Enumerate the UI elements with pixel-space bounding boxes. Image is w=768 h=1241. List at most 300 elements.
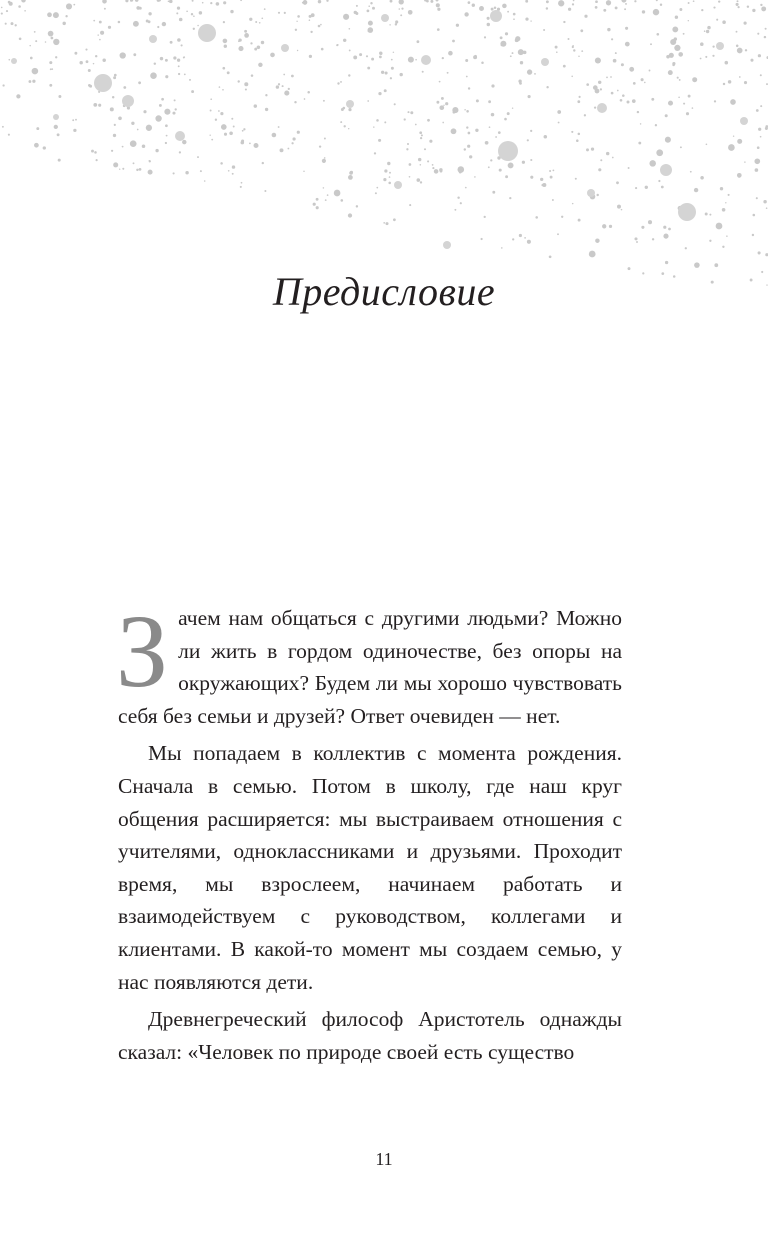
speckle-dot bbox=[341, 199, 344, 202]
speckle-dot bbox=[700, 42, 704, 46]
speckle-dot bbox=[30, 57, 33, 60]
speckle-dot bbox=[758, 251, 761, 254]
speckle-dot bbox=[737, 48, 743, 54]
speckle-dot bbox=[606, 152, 609, 155]
speckle-dot bbox=[491, 113, 495, 117]
speckle-dot bbox=[512, 238, 514, 240]
speckle-dot bbox=[518, 49, 524, 55]
speckle-dot bbox=[652, 238, 654, 240]
speckle-dot bbox=[546, 86, 548, 88]
page-title: Предисловие bbox=[272, 269, 496, 314]
speckle-dot bbox=[504, 118, 507, 121]
speckle-dot bbox=[421, 134, 423, 136]
speckle-dot bbox=[348, 213, 352, 217]
speckle-dot bbox=[744, 22, 747, 25]
speckle-dot bbox=[563, 65, 566, 68]
speckle-dot bbox=[474, 55, 477, 58]
speckle-dot bbox=[512, 107, 513, 108]
speckle-dot bbox=[53, 12, 59, 18]
speckle-dot bbox=[675, 16, 678, 19]
speckle-dot bbox=[753, 214, 756, 217]
speckle-dot bbox=[278, 126, 280, 128]
speckle-dot bbox=[54, 125, 58, 129]
speckle-dot bbox=[466, 126, 468, 128]
speckle-dot bbox=[320, 24, 322, 26]
speckle-dot bbox=[579, 96, 581, 98]
speckle-dot bbox=[754, 158, 760, 164]
speckle-dot bbox=[491, 8, 494, 11]
speckle-dot bbox=[677, 77, 679, 79]
speckle-dot bbox=[600, 88, 602, 90]
speckle-dot bbox=[501, 247, 503, 249]
speckle-dot bbox=[309, 19, 311, 21]
speckle-dot bbox=[409, 163, 412, 166]
speckle-dot bbox=[523, 51, 527, 55]
speckle-dot bbox=[611, 92, 614, 95]
speckle-dot bbox=[244, 82, 248, 86]
speckle-dot bbox=[567, 38, 569, 40]
speckle-dot bbox=[381, 71, 384, 74]
speckle-dot bbox=[420, 164, 422, 166]
speckle-dot bbox=[287, 148, 289, 150]
speckle-dot bbox=[102, 59, 105, 62]
speckle-dot bbox=[374, 152, 376, 154]
speckle-dot bbox=[688, 95, 691, 98]
speckle-dot bbox=[641, 78, 644, 81]
speckle-dot bbox=[476, 99, 479, 102]
speckle-dot bbox=[595, 0, 598, 3]
speckle-dot bbox=[209, 134, 210, 135]
speckle-dot bbox=[100, 31, 104, 35]
speckle-dot bbox=[728, 194, 730, 196]
speckle-dot bbox=[261, 17, 263, 19]
speckle-dot bbox=[688, 2, 690, 4]
speckle-dot bbox=[97, 34, 98, 35]
speckle-dot bbox=[88, 84, 91, 87]
speckle-dot bbox=[621, 63, 624, 66]
speckle-dot bbox=[596, 194, 598, 196]
speckle-dot bbox=[540, 178, 543, 181]
speckle-dot bbox=[372, 7, 375, 10]
speckle-dot bbox=[259, 22, 261, 24]
speckle-dot bbox=[606, 77, 608, 79]
speckle-dot bbox=[325, 199, 327, 201]
speckle-dot bbox=[441, 97, 444, 100]
speckle-dot bbox=[94, 151, 97, 154]
speckle-dot bbox=[578, 55, 580, 57]
speckle-dot bbox=[373, 126, 374, 127]
speckle-dot bbox=[75, 119, 77, 121]
speckle-dot bbox=[432, 167, 434, 169]
speckle-dot bbox=[716, 223, 723, 230]
speckle-dot bbox=[489, 126, 491, 128]
speckle-dot bbox=[113, 134, 116, 137]
speckle-dot bbox=[665, 137, 671, 143]
speckle-dot bbox=[309, 15, 312, 18]
speckle-dot bbox=[442, 57, 444, 59]
speckle-dot bbox=[240, 186, 242, 188]
speckle-dot bbox=[468, 132, 471, 135]
speckle-dot bbox=[284, 12, 286, 14]
speckle-dot bbox=[484, 216, 486, 218]
speckle-dot bbox=[32, 80, 35, 83]
speckle-dot bbox=[189, 79, 191, 81]
speckle-dot bbox=[491, 84, 494, 87]
speckle-dot bbox=[644, 82, 646, 84]
speckle-dot bbox=[53, 39, 59, 45]
speckle-dot bbox=[760, 136, 762, 138]
speckle-dot bbox=[66, 3, 72, 9]
speckle-dot bbox=[288, 88, 290, 90]
speckle-dot bbox=[637, 111, 639, 113]
speckle-dot bbox=[113, 76, 116, 79]
speckle-dot bbox=[149, 160, 150, 161]
speckle-dot bbox=[398, 8, 400, 10]
speckle-dot bbox=[49, 84, 52, 87]
speckle-dot bbox=[303, 170, 305, 172]
speckle-dot bbox=[8, 134, 10, 136]
speckle-dot bbox=[410, 111, 413, 114]
speckle-dot bbox=[384, 169, 387, 172]
speckle-dot bbox=[91, 150, 94, 153]
speckle-dot bbox=[327, 194, 329, 196]
speckle-dot bbox=[240, 0, 242, 1]
speckle-dot bbox=[238, 80, 240, 82]
speckle-dot bbox=[376, 187, 378, 189]
speckle-dot bbox=[371, 58, 374, 61]
speckle-dot bbox=[122, 146, 124, 148]
speckle-dot bbox=[679, 8, 682, 11]
speckle-dot bbox=[756, 109, 759, 112]
speckle-dot bbox=[164, 109, 170, 115]
speckle-dot bbox=[249, 18, 252, 21]
speckle-dot bbox=[432, 164, 434, 166]
speckle-dot bbox=[400, 73, 403, 76]
speckle-dot bbox=[24, 10, 26, 12]
speckle-dot bbox=[581, 50, 583, 52]
speckle-dot bbox=[481, 238, 483, 240]
speckle-dot bbox=[130, 140, 137, 147]
speckle-dot bbox=[65, 15, 67, 17]
speckle-dot bbox=[122, 168, 124, 170]
speckle-dot bbox=[155, 149, 158, 152]
speckle-dot bbox=[348, 108, 351, 111]
speckle-dot bbox=[527, 240, 531, 244]
speckle-dot bbox=[112, 96, 114, 98]
speckle-dot bbox=[155, 115, 161, 121]
speckle-dot bbox=[524, 237, 526, 239]
speckle-dot bbox=[178, 65, 180, 67]
speckle-dot bbox=[383, 222, 385, 224]
speckle-dot bbox=[484, 36, 486, 38]
speckle-dot bbox=[184, 73, 186, 75]
speckle-dot bbox=[160, 57, 163, 60]
speckle-dot bbox=[265, 94, 267, 96]
speckle-dot bbox=[232, 173, 234, 175]
speckle-dot bbox=[150, 72, 157, 79]
speckle-dot bbox=[408, 10, 413, 15]
speckle-dot bbox=[758, 54, 761, 57]
speckle-dot bbox=[165, 59, 168, 62]
speckle-dot bbox=[440, 170, 443, 173]
speckle-dot bbox=[669, 53, 674, 58]
speckle-dot bbox=[578, 219, 581, 222]
speckle-dot bbox=[633, 82, 636, 85]
speckle-dot bbox=[378, 92, 381, 95]
speckle-dot bbox=[525, 0, 528, 3]
speckle-dot bbox=[485, 141, 489, 145]
speckle-dot bbox=[510, 55, 512, 57]
speckle-dot bbox=[755, 168, 759, 172]
speckle-dot bbox=[530, 20, 531, 21]
speckle-dot bbox=[6, 10, 8, 12]
speckle-dot bbox=[349, 28, 351, 30]
speckle-dot bbox=[379, 52, 382, 55]
speckle-dot bbox=[634, 0, 636, 2]
speckle-dot bbox=[133, 162, 135, 164]
speckle-dot bbox=[738, 6, 740, 8]
speckle-dot bbox=[615, 6, 618, 9]
speckle-dot bbox=[500, 36, 503, 39]
speckle-dot bbox=[297, 50, 298, 51]
speckle-dot bbox=[670, 39, 676, 45]
speckle-dot bbox=[728, 80, 731, 83]
speckle-dot bbox=[179, 18, 183, 22]
speckle-dot bbox=[307, 91, 310, 94]
speckle-dot bbox=[758, 128, 761, 131]
speckle-dot bbox=[627, 101, 630, 104]
speckle-dot bbox=[578, 133, 581, 136]
speckle-dot bbox=[602, 224, 606, 228]
speckle-dot bbox=[720, 187, 723, 190]
speckle-dot bbox=[389, 172, 391, 174]
speckle-dot bbox=[34, 31, 36, 33]
speckle-dot bbox=[418, 158, 421, 161]
speckle-dot bbox=[492, 191, 495, 194]
speckle-dot bbox=[439, 81, 441, 83]
speckle-dot bbox=[487, 23, 490, 26]
speckle-dot bbox=[541, 184, 543, 186]
speckle-dot bbox=[88, 69, 91, 72]
speckle-dot bbox=[219, 86, 221, 88]
speckle-dot bbox=[57, 133, 60, 136]
speckle-dot bbox=[278, 12, 280, 14]
speckle-dot bbox=[549, 170, 551, 172]
speckle-dot bbox=[389, 176, 391, 178]
speckle-dot bbox=[49, 61, 52, 64]
speckle-dot bbox=[55, 56, 57, 58]
speckle-dot bbox=[348, 74, 350, 76]
speckle-dot bbox=[613, 59, 617, 63]
speckle-dot bbox=[611, 38, 613, 40]
speckle-dot bbox=[334, 190, 341, 197]
speckle-dot bbox=[756, 197, 758, 199]
speckle-dot bbox=[148, 12, 151, 15]
speckle-dot bbox=[436, 0, 439, 1]
speckle-dot bbox=[297, 131, 300, 134]
speckle-dot bbox=[610, 76, 612, 78]
speckle-dot bbox=[621, 0, 626, 3]
speckle-dot bbox=[488, 100, 491, 103]
speckle-dot bbox=[530, 159, 532, 161]
speckle-dot bbox=[176, 12, 178, 14]
speckle-dot bbox=[571, 131, 573, 133]
speckle-dot bbox=[584, 114, 586, 116]
speckle-dot bbox=[607, 28, 610, 31]
speckle-dot bbox=[656, 149, 663, 156]
speckle-dot bbox=[442, 122, 444, 124]
speckle-dot bbox=[309, 55, 312, 58]
speckle-dot bbox=[500, 41, 506, 47]
speckle-dot bbox=[321, 48, 324, 51]
speckle-dot bbox=[650, 43, 652, 45]
speckle-dot bbox=[407, 111, 409, 113]
speckle-dot bbox=[318, 0, 321, 3]
speckle-dot bbox=[326, 0, 328, 2]
speckle-dot bbox=[293, 137, 296, 140]
speckle-dot bbox=[340, 121, 342, 123]
speckle-dot bbox=[508, 162, 514, 168]
page-number: 11 bbox=[375, 1149, 393, 1169]
speckle-dot bbox=[394, 103, 396, 105]
speckle-dot bbox=[210, 2, 212, 4]
speckle-dot bbox=[177, 59, 180, 62]
speckle-dot bbox=[242, 130, 244, 132]
speckle-dot bbox=[458, 166, 465, 173]
speckle-dot bbox=[700, 58, 702, 60]
speckle-dot bbox=[378, 139, 381, 142]
speckle-dot bbox=[594, 106, 596, 108]
speckle-dot bbox=[278, 83, 280, 85]
speckle-dot bbox=[737, 0, 739, 2]
speckle-dot bbox=[714, 263, 718, 267]
speckle-dot bbox=[244, 33, 249, 38]
speckle-dot bbox=[725, 202, 726, 203]
speckle-dot bbox=[303, 1, 306, 4]
speckle-dot bbox=[262, 162, 264, 164]
speckle-dot bbox=[712, 45, 714, 47]
speckle-dot bbox=[191, 90, 194, 93]
speckle-dot bbox=[617, 90, 619, 92]
speckle-dot bbox=[197, 156, 199, 158]
speckle-dot bbox=[522, 161, 525, 164]
speckle-dot bbox=[368, 27, 374, 33]
speckle-dot bbox=[415, 59, 417, 61]
speckle-dot bbox=[409, 204, 411, 206]
speckle-dot bbox=[389, 24, 390, 25]
speckle-dot bbox=[108, 26, 111, 29]
speckle-dot bbox=[137, 129, 139, 131]
speckle-dot bbox=[313, 203, 316, 206]
speckle-dot bbox=[634, 237, 637, 240]
speckle-dot bbox=[513, 18, 515, 20]
speckle-dot bbox=[50, 68, 52, 70]
speckle-dot bbox=[625, 42, 630, 47]
speckle-dot bbox=[9, 2, 13, 6]
speckle-dot bbox=[1, 7, 3, 9]
speckle-dot bbox=[118, 21, 121, 24]
speckle-dot bbox=[436, 101, 439, 104]
speckle-dot bbox=[427, 160, 429, 162]
speckle-dot bbox=[512, 52, 514, 54]
speckle-dot bbox=[324, 157, 326, 159]
speckle-dot bbox=[546, 0, 549, 3]
speckle-dot bbox=[238, 46, 243, 51]
speckle-dot bbox=[270, 53, 275, 58]
speckle-dot bbox=[656, 0, 658, 1]
speckle-dot bbox=[356, 5, 358, 7]
speckle-dot bbox=[572, 203, 573, 204]
speckle-dot bbox=[454, 209, 456, 211]
speckle-dot bbox=[648, 220, 652, 224]
speckle-dot bbox=[376, 119, 379, 122]
speckle-dot bbox=[395, 20, 398, 23]
speckle-dot bbox=[114, 74, 117, 77]
speckle-dot bbox=[563, 21, 565, 23]
speckle-dot bbox=[322, 159, 326, 163]
speckle-dot bbox=[173, 172, 175, 174]
speckle-dot bbox=[120, 52, 126, 58]
speckle-dot bbox=[258, 63, 262, 67]
speckle-dot bbox=[451, 128, 457, 134]
speckle-dot bbox=[350, 171, 353, 174]
speckle-dot bbox=[282, 85, 284, 87]
speckle-dot bbox=[515, 36, 520, 41]
speckle-dot bbox=[706, 143, 708, 145]
speckle-dot bbox=[752, 234, 754, 236]
speckle-dot bbox=[674, 45, 680, 51]
speckle-dot bbox=[625, 27, 628, 30]
speckle-dot bbox=[409, 176, 411, 178]
speckle-dot bbox=[469, 155, 472, 158]
speckle-dot bbox=[424, 148, 426, 150]
speckle-dot bbox=[387, 162, 390, 165]
speckle-dot bbox=[133, 21, 139, 27]
speckle-dot bbox=[546, 7, 548, 9]
speckle-dot bbox=[665, 114, 668, 117]
speckle-dot bbox=[694, 188, 698, 192]
speckle-dot bbox=[760, 4, 762, 6]
speckle-dot bbox=[319, 145, 321, 147]
speckle-dot bbox=[34, 143, 39, 148]
speckle-dot bbox=[766, 207, 768, 209]
speckle-dot bbox=[692, 107, 694, 109]
speckle-dot bbox=[668, 101, 673, 106]
speckle-dot bbox=[505, 175, 508, 178]
speckle-dot bbox=[490, 159, 492, 161]
speckle-dot bbox=[349, 49, 351, 51]
speckle-dot bbox=[472, 4, 475, 7]
speckle-dot bbox=[744, 81, 747, 84]
speckle-dot bbox=[434, 169, 439, 174]
speckle-dot bbox=[193, 28, 195, 30]
speckle-dot bbox=[600, 159, 602, 161]
speckle-dot bbox=[368, 31, 369, 32]
speckle-dot bbox=[146, 125, 152, 131]
speckle-dot bbox=[663, 226, 666, 229]
speckle-dot bbox=[19, 37, 22, 40]
speckle-dot bbox=[401, 8, 403, 10]
speckle-dot bbox=[660, 3, 662, 5]
speckle-dot bbox=[668, 228, 671, 231]
speckle-dot bbox=[406, 148, 408, 150]
speckle-dot bbox=[210, 110, 212, 112]
speckle-dot bbox=[663, 234, 668, 239]
speckle-dot bbox=[215, 119, 217, 121]
speckle-dot bbox=[558, 0, 564, 6]
speckle-dot bbox=[656, 33, 659, 36]
speckle-dot bbox=[230, 10, 233, 13]
